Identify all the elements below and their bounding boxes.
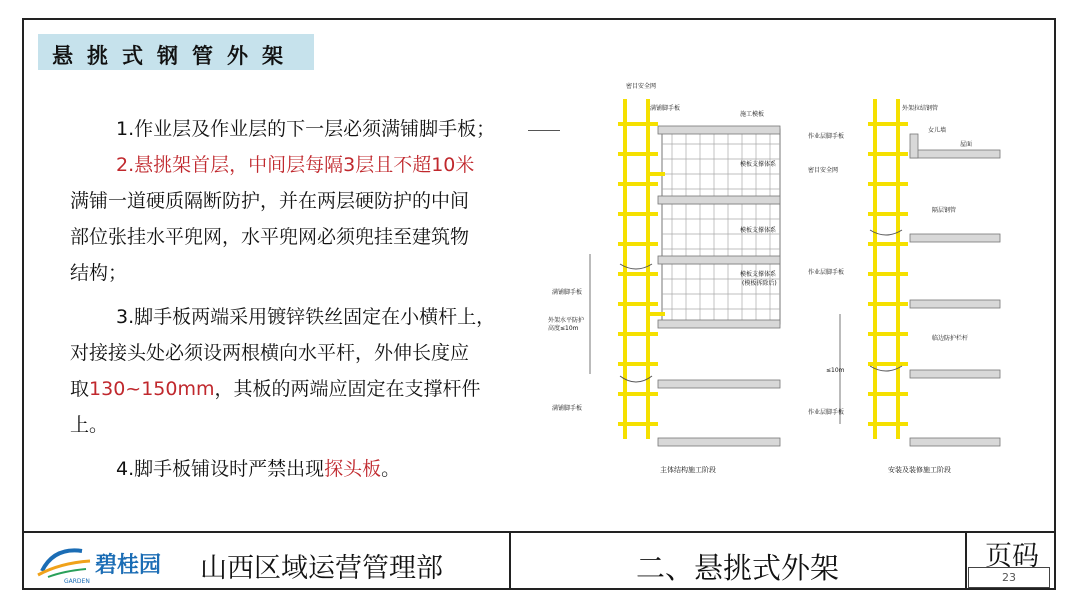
paragraph-4 bbox=[116, 458, 400, 480]
label-dense-net: 密目安全网 bbox=[626, 83, 657, 90]
department-name: 山西区域运营管理部 bbox=[200, 553, 443, 584]
label-horizontal-guard: 外架水平防护 bbox=[548, 317, 585, 324]
paragraph-3-line-2: 对接接头处必须设两根横向水平杆，外伸长度应 bbox=[70, 342, 470, 364]
brand-name: 碧桂园 bbox=[95, 553, 162, 578]
paragraph-2-line-4: 结构； bbox=[70, 262, 128, 284]
text-end: 。 bbox=[381, 458, 401, 480]
parapet-wall bbox=[910, 134, 918, 158]
paragraph-3-line-4: 上。 bbox=[70, 414, 109, 436]
footer-divider bbox=[22, 531, 1056, 533]
label-work-board-1: 作业层脚手板 bbox=[808, 133, 845, 140]
length-range: 130~150mm bbox=[89, 378, 215, 400]
paragraph-2-red: 2.悬挑架首层，中间层每隔3层且不超10米 bbox=[116, 154, 475, 176]
footer-separator-1 bbox=[509, 531, 511, 590]
text-qu: 取 bbox=[70, 378, 90, 400]
slide-title: 悬挑式钢管外架 bbox=[52, 44, 297, 68]
label-parapet: 女儿墙 bbox=[928, 127, 947, 134]
paragraph-3: 3.脚手板两端采用镀锌铁丝固定在小横杆上， bbox=[116, 306, 496, 328]
label-tie-tube: 外架拉结钢管 bbox=[902, 105, 939, 112]
footer-separator-2 bbox=[965, 531, 967, 590]
label-max-height: ≤10m bbox=[826, 367, 845, 374]
page-label: 页码 bbox=[985, 541, 1039, 572]
company-logo-icon bbox=[34, 541, 96, 585]
paragraph-1: 1.作业层及作业层的下一层必须满铺脚手板； bbox=[116, 118, 496, 140]
right-scaffold bbox=[868, 99, 908, 439]
paragraph-2-line-2: 满铺一道硬质隔断防护，并在两层硬防护的中间 bbox=[70, 190, 470, 212]
text-rest: ，其板的两端应固定在支撑杆件 bbox=[214, 378, 481, 400]
label-support-1: 模板支撑体系 bbox=[740, 161, 777, 168]
paragraph-2-line-3: 部位张挂水平兜网，水平兜网必须兜挂至建筑物 bbox=[70, 226, 470, 248]
label-full-board-1: 满铺脚手板 bbox=[650, 105, 681, 112]
label-work-board-2: 作业层脚手板 bbox=[808, 269, 845, 276]
label-edge-guardrail: 临边防护栏杆 bbox=[932, 335, 969, 342]
label-full-board-3: 满铺脚手板 bbox=[552, 405, 583, 412]
caption-installation: 安装及装修施工阶段 bbox=[888, 466, 951, 474]
label-support-2: 模板支撑体系 bbox=[740, 227, 777, 234]
section-title: 二、悬挑式外架 bbox=[636, 551, 840, 585]
logo-small-text: GARDEN bbox=[64, 578, 90, 585]
scaffold-diagram bbox=[540, 74, 1010, 484]
label-height: 高度≤10m bbox=[548, 325, 579, 332]
label-work-board-3: 作业层脚手板 bbox=[808, 409, 845, 416]
paragraph-3-line-3 bbox=[70, 378, 481, 400]
label-support-3: 模板支撑体系 bbox=[740, 271, 777, 278]
label-full-board-2: 满铺脚手板 bbox=[552, 289, 583, 296]
text-p4: 4.脚手板铺设时严禁出现 bbox=[116, 458, 325, 480]
page-number: 23 bbox=[1002, 571, 1016, 584]
right-floor-slabs bbox=[910, 150, 1000, 446]
label-formwork: 施工模板 bbox=[740, 111, 765, 118]
caption-main-structure: 主体结构施工阶段 bbox=[660, 466, 716, 474]
probe-board: 探头板 bbox=[324, 458, 382, 480]
label-dense-net-right: 密目安全网 bbox=[808, 167, 839, 174]
label-roof: 屋面 bbox=[960, 141, 973, 148]
label-interval-tube: 隔层钢管 bbox=[932, 207, 957, 214]
label-after-removal: (模板拆除后) bbox=[742, 280, 777, 287]
